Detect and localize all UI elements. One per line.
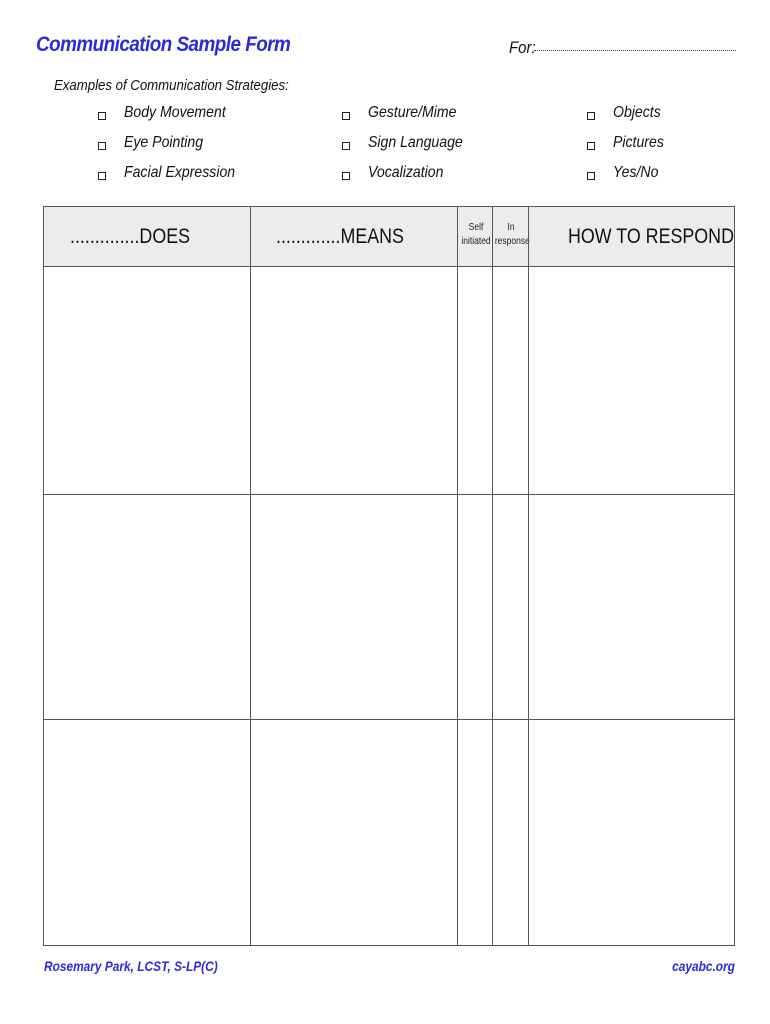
form-title: Communication Sample Form	[36, 33, 291, 56]
table-header-row	[44, 207, 734, 267]
header-how-to-respond: HOW TO RESPOND	[568, 225, 734, 248]
checkbox[interactable]	[587, 142, 595, 150]
checkbox[interactable]	[342, 112, 350, 120]
checkbox[interactable]	[342, 142, 350, 150]
row-divider	[44, 719, 734, 720]
strategy-label: Gesture/Mime	[368, 104, 457, 121]
strategy-label: Body Movement	[124, 104, 226, 121]
header-means: .............MEANS	[276, 225, 404, 248]
checkbox[interactable]	[587, 172, 595, 180]
checkbox[interactable]	[98, 142, 106, 150]
response-table	[43, 206, 735, 946]
strategy-label: Sign Language	[368, 134, 463, 151]
header-in-line1: In	[507, 222, 515, 233]
header-in-response	[494, 221, 530, 249]
for-label: For:	[509, 38, 536, 57]
checkbox[interactable]	[98, 112, 106, 120]
column-divider	[250, 207, 251, 945]
column-divider	[528, 207, 529, 945]
column-divider	[457, 207, 458, 945]
strategy-label: Objects	[613, 104, 661, 121]
header-self-initiated	[461, 221, 492, 249]
header-self-line1: Self	[468, 222, 484, 233]
strategies-heading: Examples of Communication Strategies:	[54, 77, 289, 94]
strategy-label: Eye Pointing	[124, 134, 204, 151]
strategy-label: Pictures	[613, 134, 664, 151]
header-in-line2: response	[494, 236, 530, 247]
footer-author: Rosemary Park, LCST, S-LP(C)	[44, 958, 218, 974]
checkbox[interactable]	[98, 172, 106, 180]
strategy-label: Yes/No	[613, 164, 659, 181]
strategy-label: Facial Expression	[124, 164, 236, 181]
column-divider	[492, 207, 493, 945]
header-self-line2: initiated	[461, 236, 491, 247]
strategy-label: Vocalization	[368, 164, 444, 181]
checkbox[interactable]	[587, 112, 595, 120]
footer-site: cayabc.org	[672, 958, 735, 974]
row-divider	[44, 494, 734, 495]
header-does: ..............DOES	[70, 225, 191, 248]
checkbox[interactable]	[342, 172, 350, 180]
for-field-line[interactable]	[534, 50, 736, 51]
